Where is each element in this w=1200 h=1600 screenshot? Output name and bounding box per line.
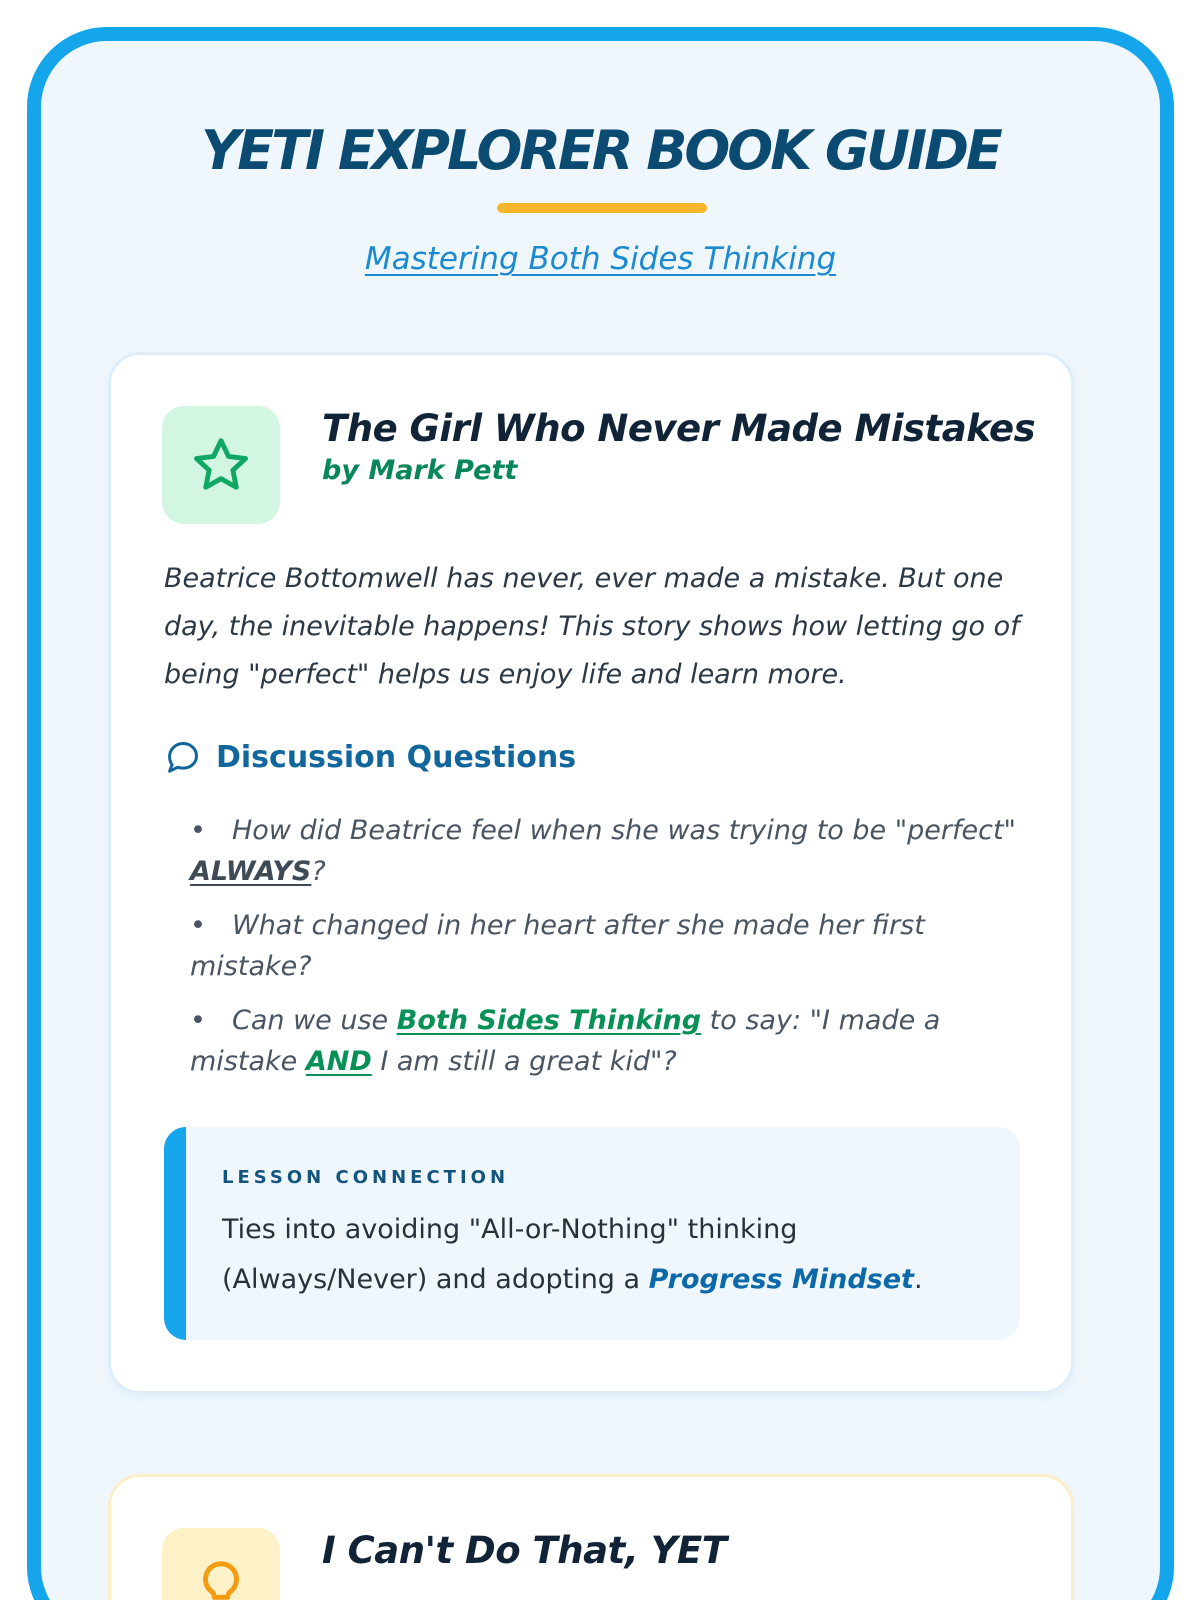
subtitle-link[interactable]: Mastering Both Sides Thinking — [364, 241, 837, 277]
emphasis-always: ALWAYS — [190, 856, 312, 887]
bullet: • — [190, 1005, 206, 1036]
lesson-text-body: Ties into avoiding "All-or-Nothing" thinking (Always/Never) and adopting a — [222, 1214, 798, 1295]
discussion-heading — [164, 738, 576, 776]
book-author: by Mark Pett — [322, 455, 518, 486]
question-text: Can we use — [232, 1005, 397, 1036]
title-divider — [497, 203, 707, 213]
progress-mindset-term: Progress Mindset — [648, 1264, 914, 1295]
question-list — [190, 810, 1050, 1095]
lesson-connection-box — [164, 1127, 1020, 1340]
lesson-text — [222, 1205, 1002, 1305]
speech-bubble-icon — [164, 738, 202, 776]
book-title: I Can't Do That, YET — [322, 1529, 727, 1572]
book-icon-box — [162, 1528, 280, 1600]
discussion-heading-text: Discussion Questions — [216, 739, 577, 775]
both-sides-thinking-link[interactable]: Both Sides Thinking — [396, 1005, 702, 1036]
emphasis-and: AND — [305, 1046, 372, 1077]
bullet: • — [190, 815, 206, 846]
lesson-label: LESSON CONNECTION — [222, 1167, 510, 1188]
book-card — [108, 352, 1074, 1394]
question-text-middle: to say: "I made a mistake — [190, 1005, 941, 1077]
question-text-end: ? — [311, 856, 326, 887]
question-text: How did Beatrice feel when she was trying to be "perfect" — [232, 815, 1016, 846]
question-text-end: I am still a great kid"? — [371, 1046, 677, 1077]
guide-frame — [27, 27, 1174, 1600]
page-title: YETI EXPLORER BOOK GUIDE — [201, 119, 1000, 182]
list-item — [190, 905, 1050, 987]
book-icon-box — [162, 406, 280, 524]
book-title: The Girl Who Never Made Mistakes — [322, 407, 1036, 450]
lesson-text-end: . — [913, 1264, 923, 1295]
question-text: What changed in her heart after she made her first mistake? — [190, 910, 925, 982]
book-description: Beatrice Bottomwell has never, ever made a mistake. But one day, the inevitable happens! This story shows how letting go of being "perfect" helps us enjoy life and learn more. — [164, 563, 1020, 690]
book-card — [108, 1474, 1074, 1600]
star-icon — [190, 434, 252, 496]
lightbulb-icon — [190, 1556, 252, 1600]
bullet: • — [190, 910, 206, 941]
list-item — [190, 810, 1050, 892]
list-item — [190, 1000, 1050, 1082]
